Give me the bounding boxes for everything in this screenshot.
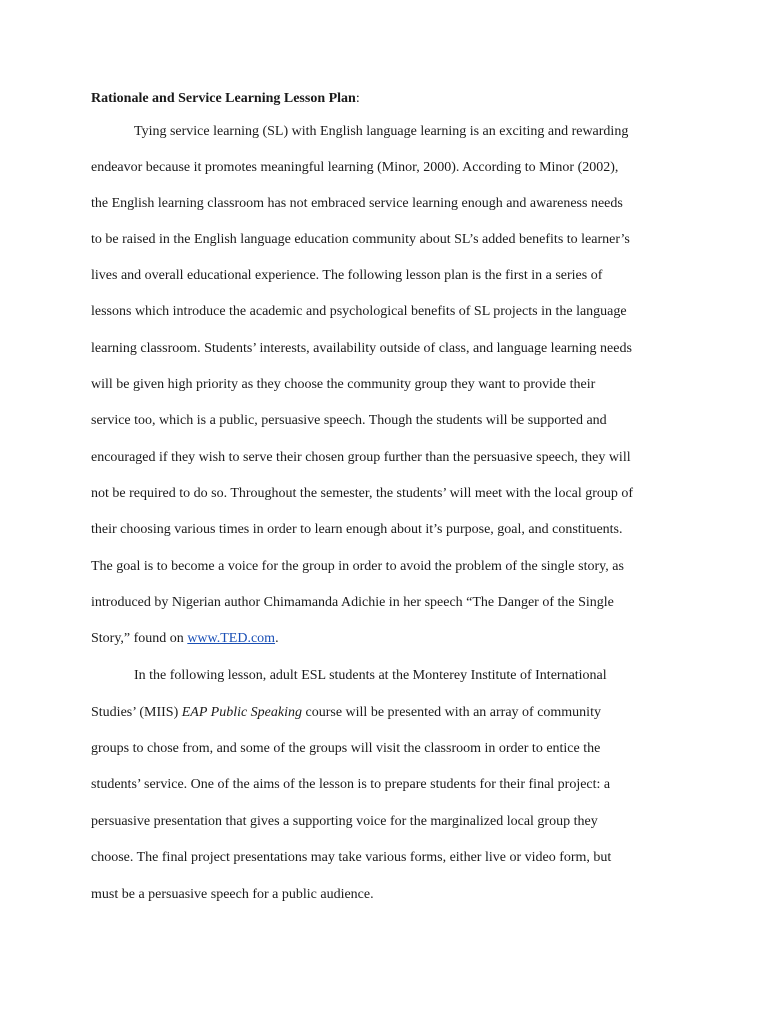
paragraph-line: groups to chose from, and some of the groups will visit the classroom in order to entice the: [91, 741, 601, 756]
ted-link[interactable]: www.TED.com: [187, 631, 276, 646]
paragraph-line: [91, 704, 601, 722]
paragraph-line: endeavor because it promotes meaningful learning (Minor, 2000). According to Minor (2002),: [91, 160, 619, 175]
heading-colon: :: [355, 91, 360, 106]
story-text: Story,” found on: [91, 631, 188, 646]
paragraph-line: the English learning classroom has not embraced service learning enough and awareness needs: [91, 196, 623, 211]
paragraph-line: service too, which is a public, persuasive speech. Though the students will be supported and: [91, 413, 607, 428]
paragraph-line: persuasive presentation that gives a supporting voice for the marginalized local group they: [91, 814, 598, 829]
paragraph-line: must be a persuasive speech for a public audience.: [91, 887, 374, 902]
paragraph-line: The goal is to become a voice for the group in order to avoid the problem of the single story, as: [91, 559, 624, 574]
paragraph-line: introduced by Nigerian author Chimamanda Adichie in her speech “The Danger of the Single: [91, 595, 614, 610]
paragraph-line: not be required to do so. Throughout the semester, the students’ will meet with the local group of: [91, 486, 634, 501]
paragraph-line: Tying service learning (SL) with English language learning is an exciting and rewarding: [134, 124, 629, 139]
course-title: EAP Public Speaking: [181, 705, 302, 720]
paragraph-line: [91, 630, 279, 648]
paragraph-line: learning classroom. Students’ interests, availability outside of class, and language learning needs: [91, 341, 632, 356]
paragraph-line: to be raised in the English language education community about SL’s added benefits to learner’s: [91, 232, 630, 247]
paragraph-line: In the following lesson, adult ESL students at the Monterey Institute of International: [134, 668, 607, 683]
heading-title: Rationale and Service Learning Lesson Plan: [91, 91, 356, 106]
document-heading: [91, 90, 360, 108]
paragraph-line: students’ service. One of the aims of the lesson is to prepare students for their final project: a: [91, 777, 611, 792]
paragraph-line: their choosing various times in order to learn enough about it’s purpose, goal, and constituents.: [91, 522, 623, 537]
paragraph-line: will be given high priority as they choose the community group they want to provide their: [91, 377, 596, 392]
paragraph-line: choose. The final project presentations may take various forms, either live or video form, but: [91, 850, 612, 865]
period-text: .: [275, 631, 279, 646]
paragraph-line: lessons which introduce the academic and psychological benefits of SL projects in the language: [91, 304, 627, 319]
paragraph-line: lives and overall educational experience. The following lesson plan is the first in a series of: [91, 268, 603, 283]
paragraph-line: encouraged if they wish to serve their chosen group further than the persuasive speech, they will: [91, 450, 631, 465]
course-text: course will be presented with an array of community: [302, 705, 601, 720]
studies-text: Studies’ (MIIS): [91, 705, 182, 720]
